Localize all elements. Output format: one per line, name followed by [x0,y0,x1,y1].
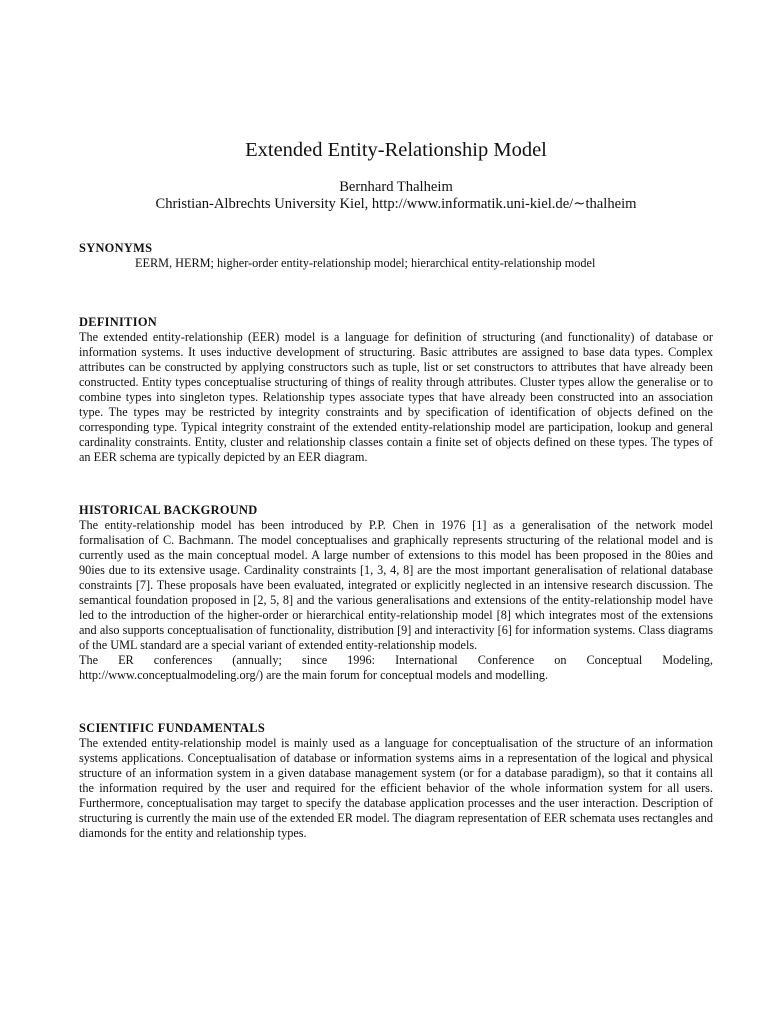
historical-background-section [79,503,713,683]
historical-paragraph-1: The entity-relationship model has been introduced by P.P. Chen in 1976 [1] as a generalisation of the network model formalisation of C. Bachmann. The model conceptualises and graphically represents structuring of the relational model and is currently used as the main conceptual model. A large number of extensions to this model has been proposed in the 80ies and 90ies due to its extensive usage. Cardinality constraints [1, 3, 4, 8] are the most important generalisation of relational database constraints [7]. These proposals have been evaluated, integrated or explicitly neglected in an intensive research discussion. The semantical foundation proposed in [2, 5, 8] and the various generalisations and extensions of the entity-relationship model have led to the introduction of the higher-order or hierarchical entity-relationship model [8] which integrates most of the extensions and also supports conceptualisation of functionality, distribution [9] and interactivity [6] for information systems. Class diagrams of the UML standard are a special variant of extended entity-relationship models. [79,518,713,652]
author-name: Bernhard Thalheim [339,179,453,195]
scientific-fundamentals-heading: SCIENTIFIC FUNDAMENTALS [79,721,266,735]
definition-text: The extended entity-relationship (EER) model is a language for definition of structuring (and functionality) of database or information systems. It uses inductive development of structuring. Basic attributes are assigned to base data types. Complex attributes can be constructed by applying constructors such as tuple, list or set constructors to attributes that have already been constructed. Entity types conceptualise structuring of things of reality through attributes. Cluster types allow the generalise or to combine types into singleton types. Relationship types associate types that have already been constructed into an association type. The types may be restricted by integrity constraints and by specification of identification of objects defined on the corresponding type. Typical integrity constraint of the extended entity-relationship model are participation, lookup and general cardinality constraints. Entity, cluster and relationship classes contain a finite set of objects defined on these types. The types of an EER schema are typically depicted by an EER diagram. [79,330,713,464]
author-affiliation: Christian-Albrechts University Kiel, http://www.informatik.uni-kiel.de/∼thalheim [155,196,637,212]
paper-title: Extended Entity-Relationship Model [245,139,547,161]
historical-paragraph-2: The ER conferences (annually; since 1996: International Conference on Conceptual Modeling, http://www.conceptualmodeling.org/) are the main forum for conceptual models and modelling. [79,653,713,682]
synonyms-heading: SYNONYMS [79,241,153,255]
scientific-fundamentals-section [79,721,713,841]
historical-background-heading: HISTORICAL BACKGROUND [79,503,258,517]
definition-heading: DEFINITION [79,315,158,329]
synonyms-text: EERM, HERM; higher-order entity-relationship model; hierarchical entity-relationship model [135,256,596,270]
synonyms-section [79,241,713,271]
scientific-fundamentals-text: The extended entity-relationship model is mainly used as a language for conceptualisation of the structure of an information systems applications. Conceptualisation of database or information systems aims in a representation of the logical and physical structure of an information system in a given database management system (or for a database paradigm), so that it contains all the information required by the user and required for the efficient behavior of the whole information system for all users. Furthermore, conceptualisation may target to specify the database application processes and the user interaction. Description of structuring is currently the main use of the extended ER model. The diagram representation of EER schemata uses rectangles and diamonds for the entity and relationship types. [79,736,713,840]
definition-section [79,315,713,465]
